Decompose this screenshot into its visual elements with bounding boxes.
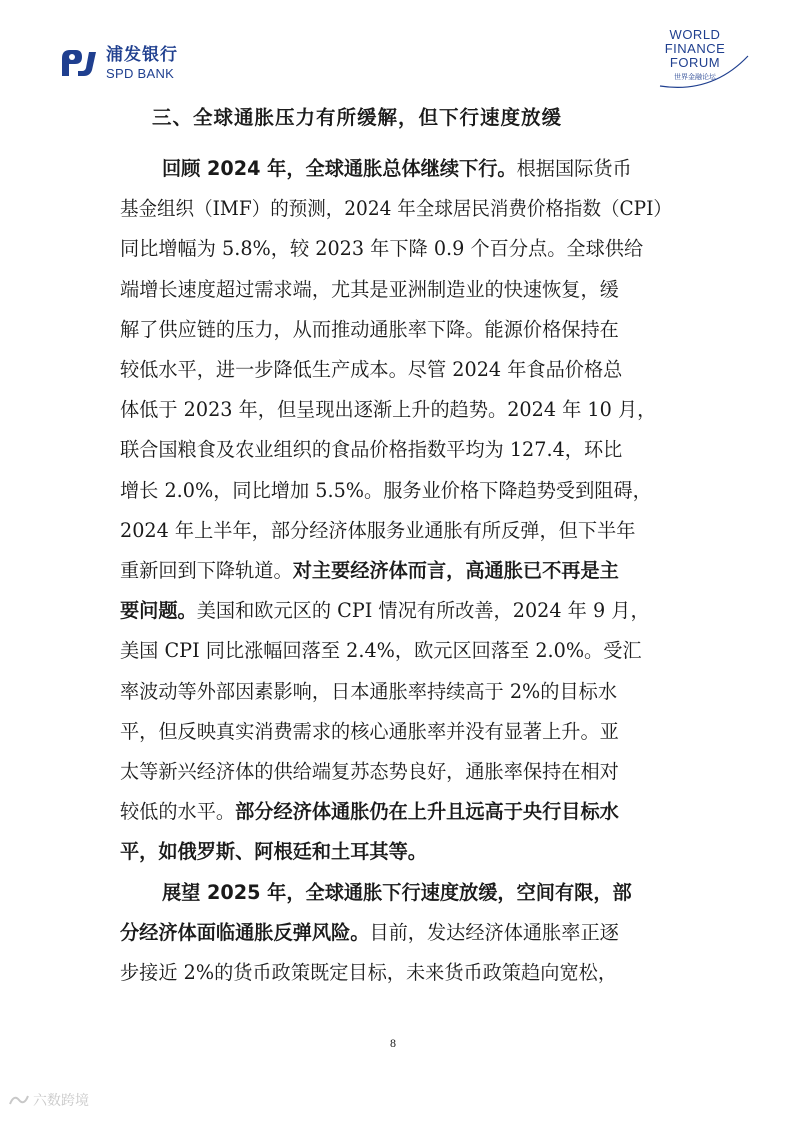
- watermark-logo-icon: [8, 1092, 30, 1108]
- body-line: [120, 632, 642, 670]
- body-line: [120, 713, 619, 751]
- body-line: [162, 150, 632, 188]
- forum-name-line1: WORLD: [669, 27, 721, 42]
- forum-name-line2: FINANCE: [664, 41, 726, 56]
- body-text-segment: 体低于 2023 年，但呈现出逐渐上升的趋势。2024 年 10 月，: [120, 398, 657, 422]
- body-text-segment: 根据国际货币: [516, 157, 632, 180]
- body-line: [120, 271, 619, 309]
- spd-logo-icon: [58, 46, 100, 80]
- bold-text: 对主要经济体而言，高通胀已不再是主: [292, 559, 619, 582]
- body-line: [120, 472, 652, 510]
- watermark-text: 六数跨境: [33, 1093, 89, 1109]
- body-text-segment: 目前，发达经济体通胀率正逐: [369, 920, 619, 944]
- body-line: [120, 230, 643, 268]
- forum-swoosh-icon: [652, 26, 762, 94]
- body-text-segment: 联合国粮食及农业组织的食品价格指数平均为 127.4，环比: [120, 438, 623, 462]
- body-line: [120, 391, 656, 429]
- body-text-segment: 重新回到下降轨道。: [120, 559, 293, 582]
- body-line: [162, 874, 632, 912]
- body-line: [120, 592, 650, 630]
- page-number: 8: [390, 1036, 396, 1050]
- body-text-segment: 较低的水平。: [120, 800, 236, 824]
- body-line: [120, 673, 617, 711]
- body-line: [120, 914, 619, 952]
- forum-name-cn: 世界金融论坛: [674, 73, 716, 81]
- body-text-segment: 同比增幅为 5.8%，较 2023 年下降 0.9 个百分点。全球供给: [120, 237, 644, 261]
- body-text-segment: 基金组织（IMF）的预测，2024 年全球居民消费价格指数（CPI）: [120, 197, 672, 221]
- body-line: [120, 351, 622, 389]
- body-line: [120, 311, 619, 349]
- forum-name-line3: FORUM: [669, 55, 721, 70]
- spd-bank-logo: [58, 46, 178, 80]
- body-line: [120, 793, 619, 831]
- body-text-segment: 端增长速度超过需求端，尤其是亚洲制造业的快速恢复，缓: [120, 277, 619, 301]
- body-line: [120, 512, 635, 550]
- body-text-segment: 率波动等外部因素影响，日本通胀率持续高于 2%的目标水: [120, 679, 618, 703]
- bold-text: 展望 2025 年，全球通胀下行速度放缓，空间有限，部: [162, 880, 632, 904]
- body-line: [120, 954, 617, 992]
- body-text-segment: 较低水平，进一步降低生产成本。尽管 2024 年食品价格总: [120, 358, 623, 381]
- body-text-segment: 太等新兴经济体的供给端复苏态势良好，通胀率保持在相对: [120, 760, 619, 783]
- section-heading: 三、全球通胀压力有所缓解，但下行速度放缓: [152, 106, 563, 129]
- body-text-segment: 增长 2.0%，同比增加 5.5%。服务业价格下降趋势受到阻碍，: [120, 478, 652, 502]
- body-line: [120, 190, 672, 228]
- bold-text: 回顾 2024 年，全球通胀总体继续下行。: [162, 157, 517, 180]
- body-text-segment: 解了供应链的压力，从而推动通胀率下降。能源价格保持在: [120, 317, 619, 341]
- bank-name-en: SPD BANK: [106, 65, 175, 81]
- body-line: [120, 552, 619, 590]
- body-line: [120, 753, 619, 791]
- world-finance-forum-logo: [652, 26, 762, 94]
- bold-text: 平，如俄罗斯、阿根廷和土耳其等。: [120, 840, 427, 864]
- body-text-segment: 步接近 2%的货币政策既定目标，未来货币政策趋向宽松，: [120, 961, 618, 984]
- bold-text: 要问题。: [120, 599, 197, 623]
- body-text-segment: 2024 年上半年，部分经济体服务业通胀有所反弹，但下半年: [120, 518, 636, 542]
- body-text-segment: 美国和欧元区的 CPI 情况有所改善，2024 年 9 月，: [196, 599, 650, 623]
- body-text-segment: 平，但反映真实消费需求的核心通胀率并没有显著上升。亚: [120, 719, 619, 743]
- bold-text: 分经济体面临通胀反弹风险。: [120, 920, 370, 944]
- body-line: [120, 833, 427, 871]
- body-text-segment: 美国 CPI 同比涨幅回落至 2.4%，欧元区回落至 2.0%。受汇: [120, 639, 642, 663]
- body-line: [120, 431, 622, 469]
- watermark: [8, 1090, 89, 1110]
- bank-name-cn: 浦发银行: [106, 44, 178, 65]
- bold-text: 部分经济体通胀仍在上升且远高于央行目标水: [235, 800, 619, 824]
